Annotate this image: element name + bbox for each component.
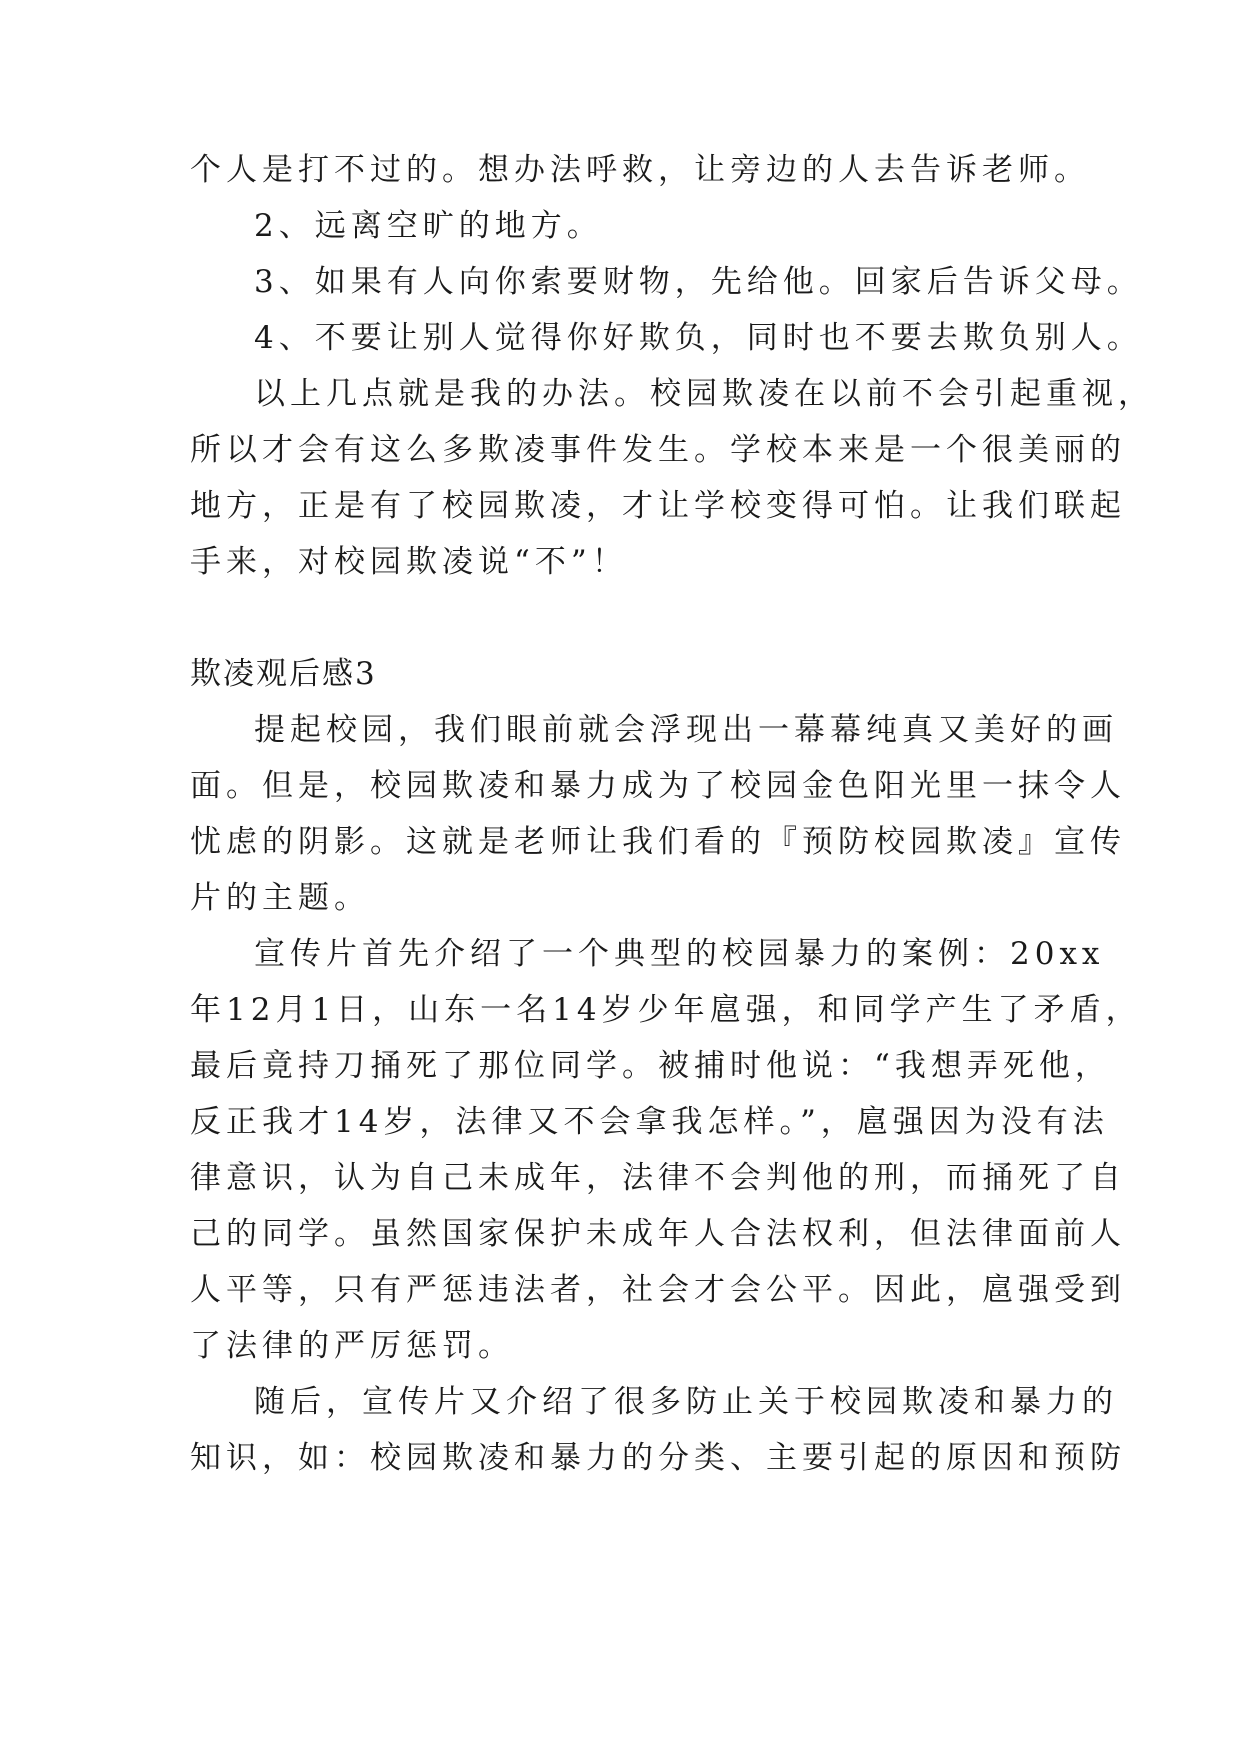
paragraph-line: 提起校园，我们眼前就会浮现出一幕幕纯真又美好的画: [254, 712, 1118, 748]
paragraph-line: 片的主题。: [190, 880, 370, 916]
list-item: 4、不要让别人觉得你好欺负，同时也不要去欺负别人。: [254, 320, 1143, 356]
paragraph-line: 知识，如：校园欺凌和暴力的分类、主要引起的原因和预防: [190, 1440, 1126, 1476]
paragraph-line: 随后，宣传片又介绍了很多防止关于校园欺凌和暴力的: [254, 1384, 1118, 1420]
paragraph-line: 己的同学。虽然国家保护未成年人合法权利，但法律面前人: [190, 1216, 1126, 1252]
section-heading: 欺凌观后感3: [190, 656, 377, 692]
paragraph-line: 地方，正是有了校园欺凌，才让学校变得可怕。让我们联起: [190, 488, 1126, 524]
list-item: 3、如果有人向你索要财物，先给他。回家后告诉父母。: [254, 264, 1143, 300]
paragraph-line: 年12月1日，山东一名14岁少年扈强，和同学产生了矛盾，: [190, 992, 1142, 1028]
paragraph-line: 忧虑的阴影。这就是老师让我们看的『预防校园欺凌』宣传: [190, 824, 1126, 860]
paragraph-line: 人平等，只有严惩违法者，社会才会公平。因此，扈强受到: [190, 1272, 1126, 1308]
paragraph-line: 个人是打不过的。想办法呼救，让旁边的人去告诉老师。: [190, 152, 1090, 188]
paragraph-line: 手来，对校园欺凌说“不”！: [190, 544, 628, 580]
paragraph-line: 面。但是，校园欺凌和暴力成为了校园金色阳光里一抹令人: [190, 768, 1126, 804]
paragraph-line: 所以才会有这么多欺凌事件发生。学校本来是一个很美丽的: [190, 432, 1126, 468]
paragraph-line: 律意识，认为自己未成年，法律不会判他的刑，而捅死了自: [190, 1160, 1126, 1196]
paragraph-line: 了法律的严厉惩罚。: [190, 1328, 514, 1364]
paragraph-line: 反正我才14岁，法律又不会拿我怎样。”，扈强因为没有法: [190, 1104, 1109, 1140]
paragraph-line: 以上几点就是我的办法。校园欺凌在以前不会引起重视，: [254, 376, 1154, 412]
paragraph-line: 最后竟持刀捅死了那位同学。被捕时他说：“我想弄死他，: [190, 1048, 1111, 1084]
paragraph-line: 宣传片首先介绍了一个典型的校园暴力的案例：20xx: [254, 936, 1105, 972]
list-item: 2、远离空旷的地方。: [254, 208, 603, 244]
